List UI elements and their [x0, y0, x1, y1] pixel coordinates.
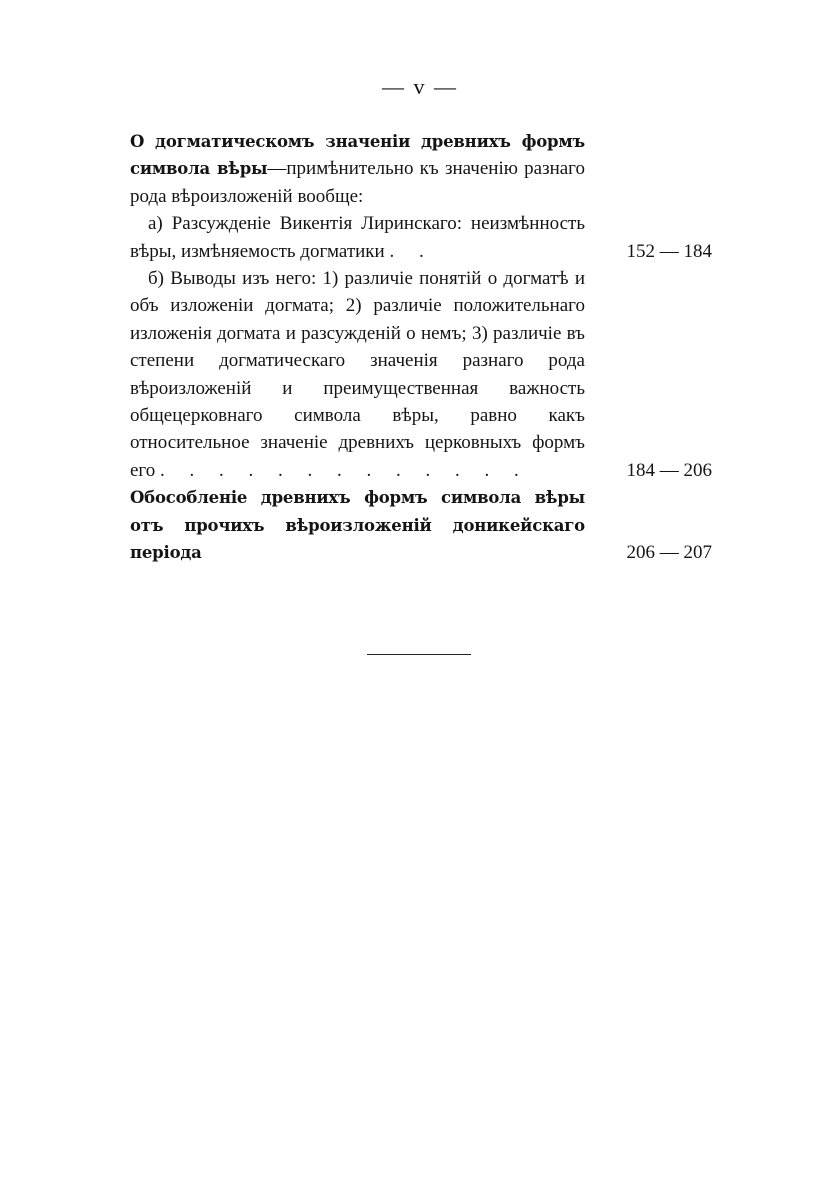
- toc-entry-text: [130, 265, 585, 484]
- toc-entry-b-text: б) Выводы изъ него: 1) различіе понятій о догматѣ и объ изложеніи догмата; 2) различіе положительнаго изложенія догмата и разсужденій о немъ; 3) различіе въ степени догматическаго значенія разнаго рода вѣроизложеній и преимущественная важность общецерковнаго символа вѣры, равно какъ относительное значеніе древнихъ церковныхъ формъ его: [130, 268, 585, 481]
- toc-entry-a-pages: 152 — 184: [626, 240, 712, 262]
- closing-rule: [367, 654, 471, 655]
- toc-entry-title-rest: —примѣнительно къ значенію разнаго рода вѣроизложеній вообще:: [130, 158, 585, 207]
- page-number: — v —: [382, 74, 458, 99]
- toc-entry-a: [130, 210, 712, 265]
- dot-leader: . .: [389, 240, 434, 262]
- table-of-contents: [130, 128, 712, 567]
- toc-entry-c-pages: 206 — 207: [626, 542, 712, 564]
- toc-entry-dogmatic-meaning: [130, 128, 712, 210]
- toc-entry-b-pages: 184 — 206: [626, 459, 712, 481]
- toc-entry-text: [130, 210, 585, 265]
- toc-entry-b: [130, 265, 712, 484]
- toc-entry-c: [130, 484, 712, 566]
- toc-entry-text: [130, 128, 585, 210]
- toc-entry-a-text: а) Разсужденіе Викентія Лиринскаго: неизмѣнность вѣры, измѣняемость догматики: [130, 213, 585, 262]
- toc-entry-title-bold: О догматическомъ значеніи древнихъ формъ символа вѣры: [130, 132, 585, 179]
- dot-leader: . . . . . . . . . . . . .: [160, 459, 529, 481]
- toc-entry-c-text: Обособленіе древнихъ формъ символа вѣры отъ прочихъ вѣроизложеній доникейскаго періода: [130, 488, 585, 563]
